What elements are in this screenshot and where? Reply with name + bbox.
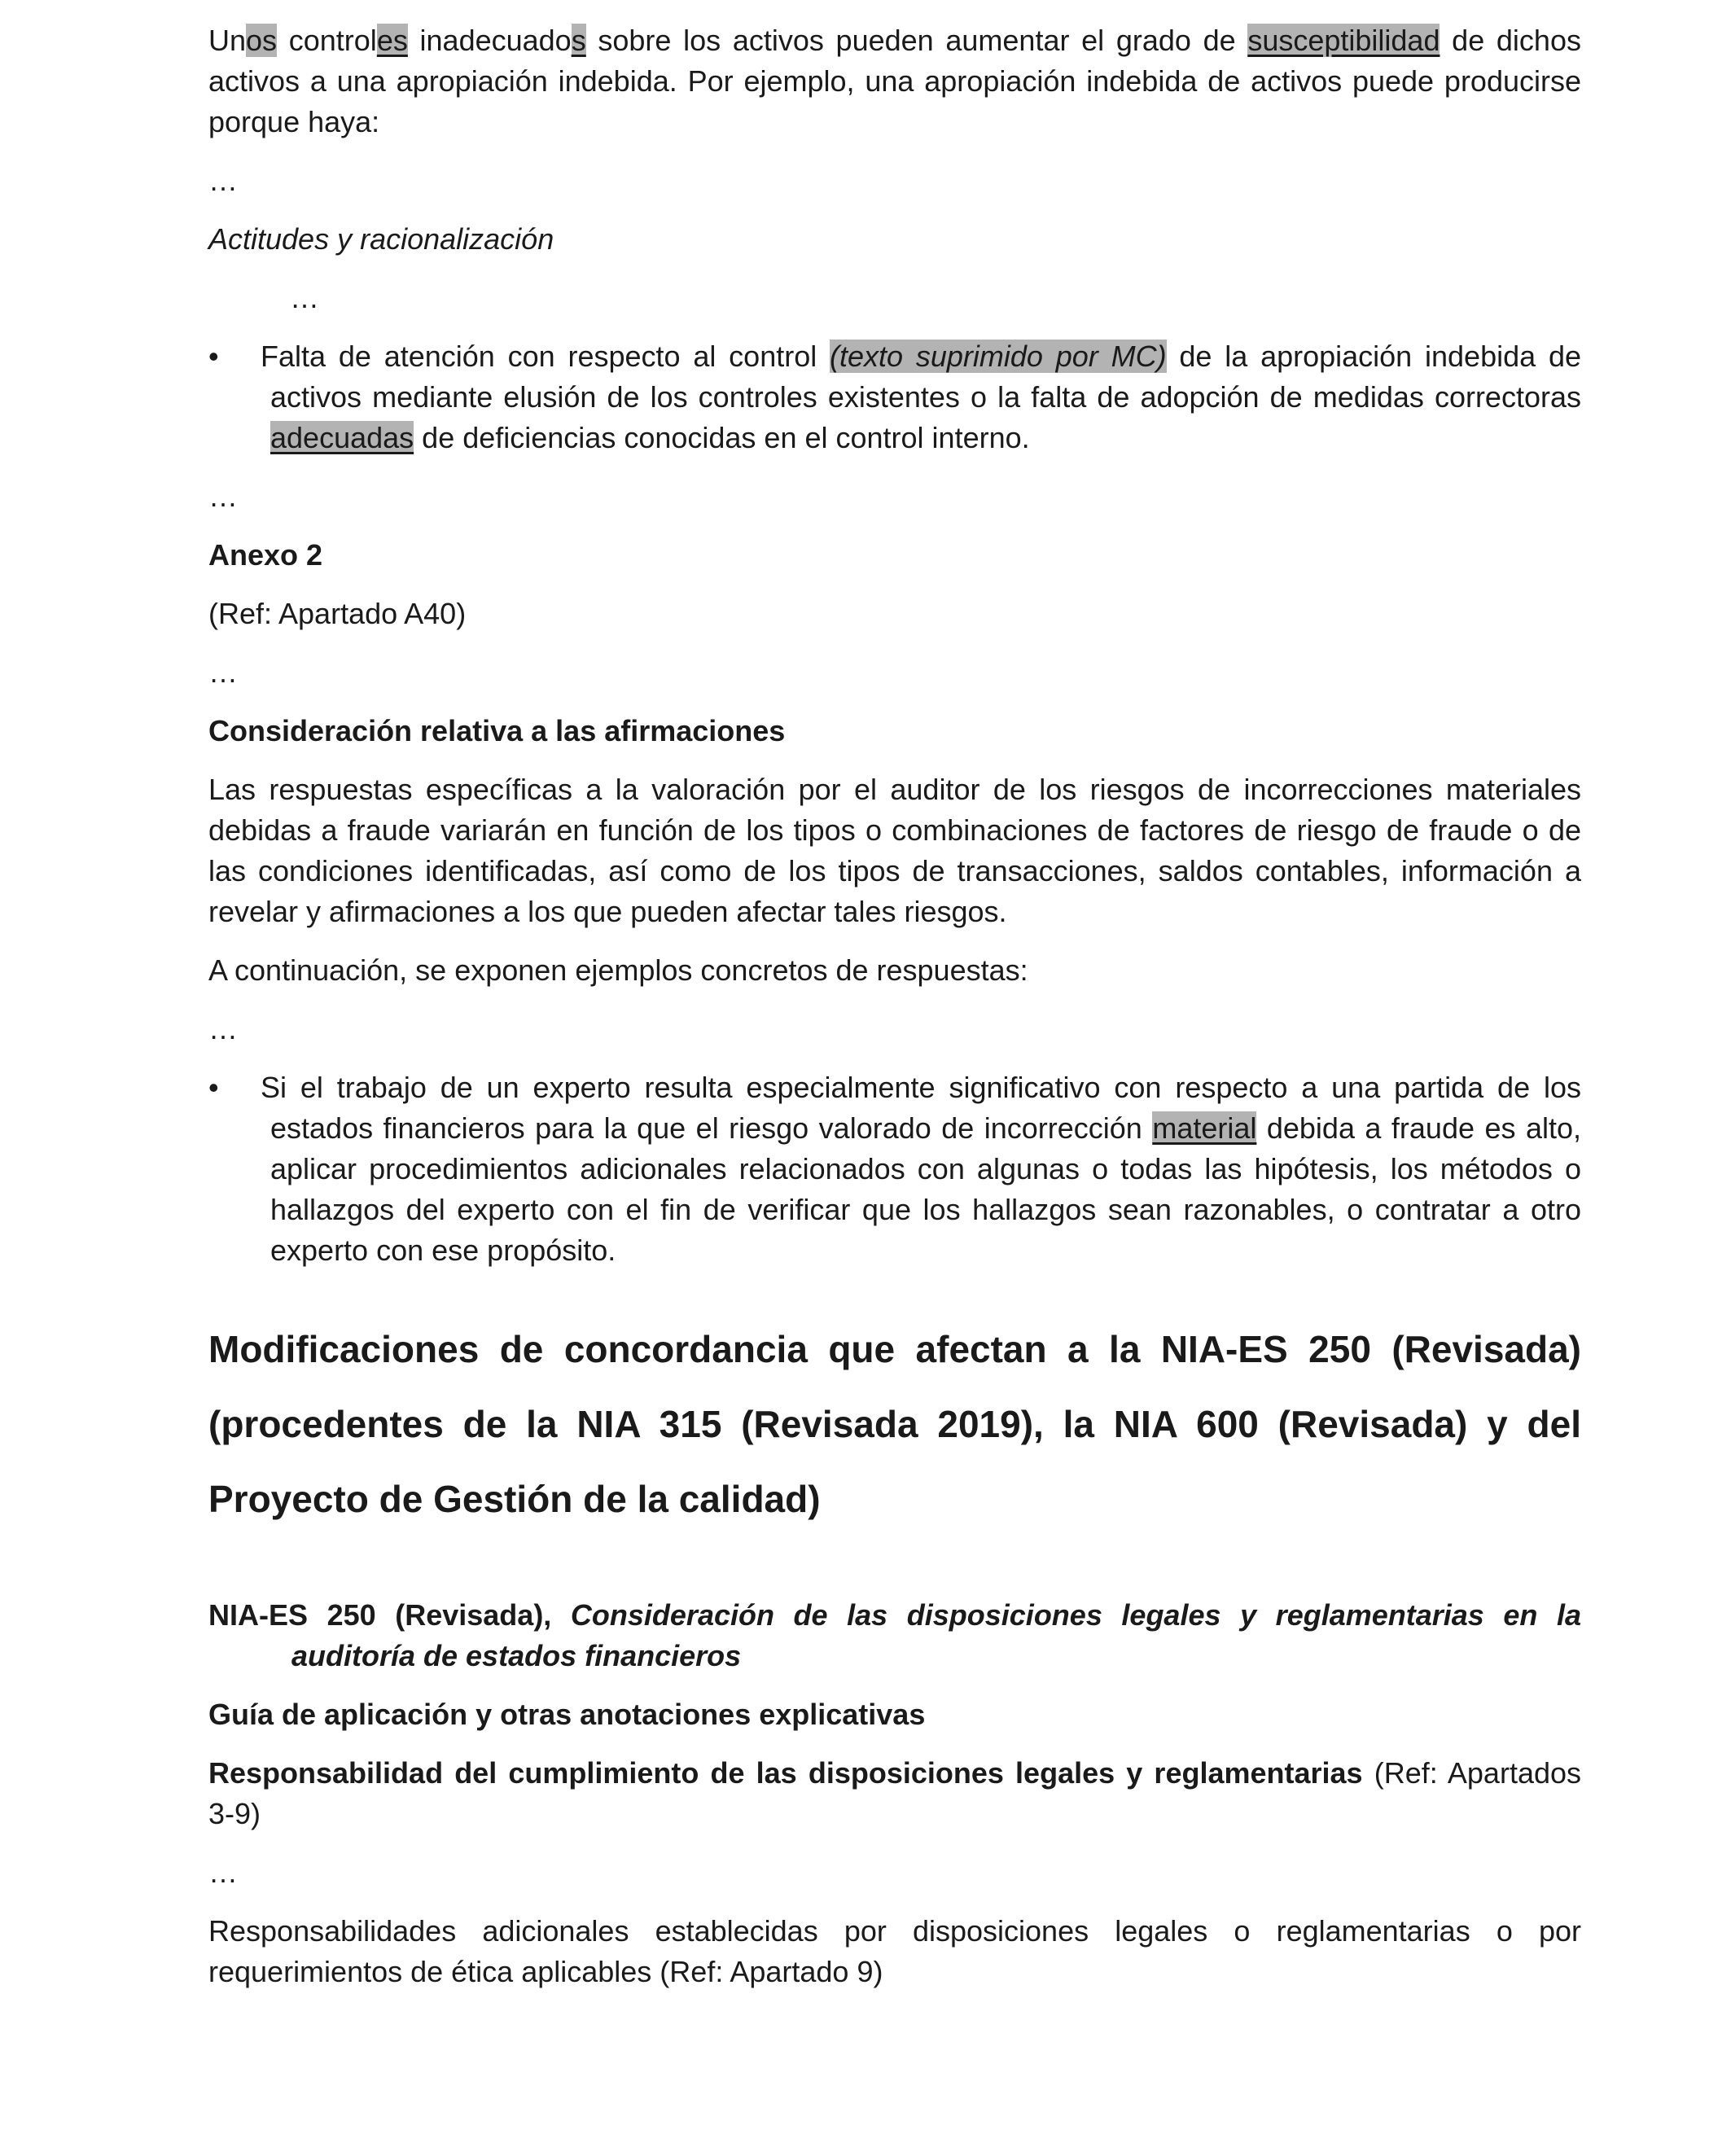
bullet-marker: •	[208, 340, 219, 373]
intro-mid: sobre los activos pueden aumentar el grado de	[598, 24, 1236, 57]
bullet1-before: Falta de atención con respecto al control	[261, 340, 817, 373]
bullet-marker: •	[208, 1071, 219, 1104]
ellipsis-5: …	[208, 1012, 238, 1045]
ellipsis-1: …	[208, 164, 238, 197]
word-inadecuado: inadecuado	[419, 24, 572, 57]
highlight-susceptibilidad: susceptibilidad	[1247, 24, 1440, 57]
highlight-os: os	[246, 24, 278, 57]
deleted-text-note: (texto suprimido por MC)	[830, 340, 1167, 373]
highlight-adecuadas: adecuadas	[270, 421, 414, 454]
ellipsis-6: …	[208, 1856, 238, 1889]
intro-rest: de dichos activos a una apropiación indebida. Por ejemplo, una apropiación indebida de activos puede producirse porque haya:	[208, 24, 1581, 138]
word-control: control	[288, 24, 377, 57]
annex-title: Anexo 2	[208, 538, 323, 572]
responsibility-heading	[208, 1753, 1581, 1834]
bullet2-before: Si el trabajo de un experto resulta especialmente significativo con respecto a una partida de los estados financieros para la que el riesgo valorado de incorrección	[261, 1071, 1581, 1145]
bullet1-middle: de la apropiación indebida de activos mediante elusión de los controles existentes o la falta de adopción de medidas correctoras	[270, 340, 1581, 414]
section-paragraph-1: Las respuestas específicas a la valoración por el auditor de los riesgos de incorrecciones materiales debidas a fraude variarán en función de los tipos o combinaciones de factores de riesgo de fraude o de las condiciones identificadas, así como de los tipos de transacciones, saldos contables, información a revelar y afirmaciones a los que pueden afectar tales riesgos.	[208, 773, 1581, 928]
guide-heading: Guía de aplicación y otras anotaciones explicativas	[208, 1698, 926, 1731]
amendments-title: Modificaciones de concordancia que afectan a la NIA-ES 250 (Revisada) (procedentes de la NIA 315 (Revisada 2019), la NIA 600 (Revisada) y del Proyecto de Gestión de la calidad)	[208, 1328, 1581, 1520]
highlight-es: es	[376, 24, 408, 57]
subheading-actitudes: Actitudes y racionalización	[208, 222, 554, 256]
nia-reference	[208, 1595, 1581, 1676]
responsibility-ref: (Ref: Apartados 3-9)	[208, 1756, 1582, 1830]
annex-ref: (Ref: Apartado A40)	[208, 597, 467, 630]
nia-code: NIA-ES 250 (Revisada),	[208, 1598, 552, 1632]
bullet2-after: debida a fraude es alto, aplicar procedimientos adicionales relacionados con algunas o todas las hipótesis, los métodos o hallazgos del experto con el fin de verificar que los hallazgos sean razonables, o contratar a otro experto con ese propósito.	[270, 1111, 1582, 1267]
ellipsis-4: …	[208, 655, 238, 689]
responsibility-heading-bold: Responsabilidad del cumplimiento de las disposiciones legales y reglamentarias	[208, 1756, 1363, 1790]
nia-title: Consideración de las disposiciones legales y reglamentarias en la auditoría de estados financieros	[291, 1598, 1582, 1672]
word-un: Un	[208, 24, 247, 57]
section-paragraph-2: A continuación, se exponen ejemplos concretos de respuestas:	[208, 953, 1028, 987]
bullet-item-1	[208, 336, 1581, 458]
final-paragraph: Responsabilidades adicionales establecidas por disposiciones legales o reglamentarias o por requerimientos de ética aplicables (Ref: Apartado 9)	[208, 1914, 1581, 1988]
section-heading: Consideración relativa a las afirmaciones	[208, 714, 786, 747]
ellipsis-2: …	[290, 281, 319, 314]
bullet-item-2	[208, 1067, 1581, 1271]
highlight-s: s	[571, 24, 586, 57]
document-page	[208, 0, 1581, 1992]
intro-paragraph	[208, 20, 1581, 142]
ellipsis-3: …	[208, 480, 238, 513]
bullet1-after: de deficiencias conocidas en el control interno.	[422, 421, 1030, 454]
highlight-material: material	[1152, 1111, 1257, 1145]
